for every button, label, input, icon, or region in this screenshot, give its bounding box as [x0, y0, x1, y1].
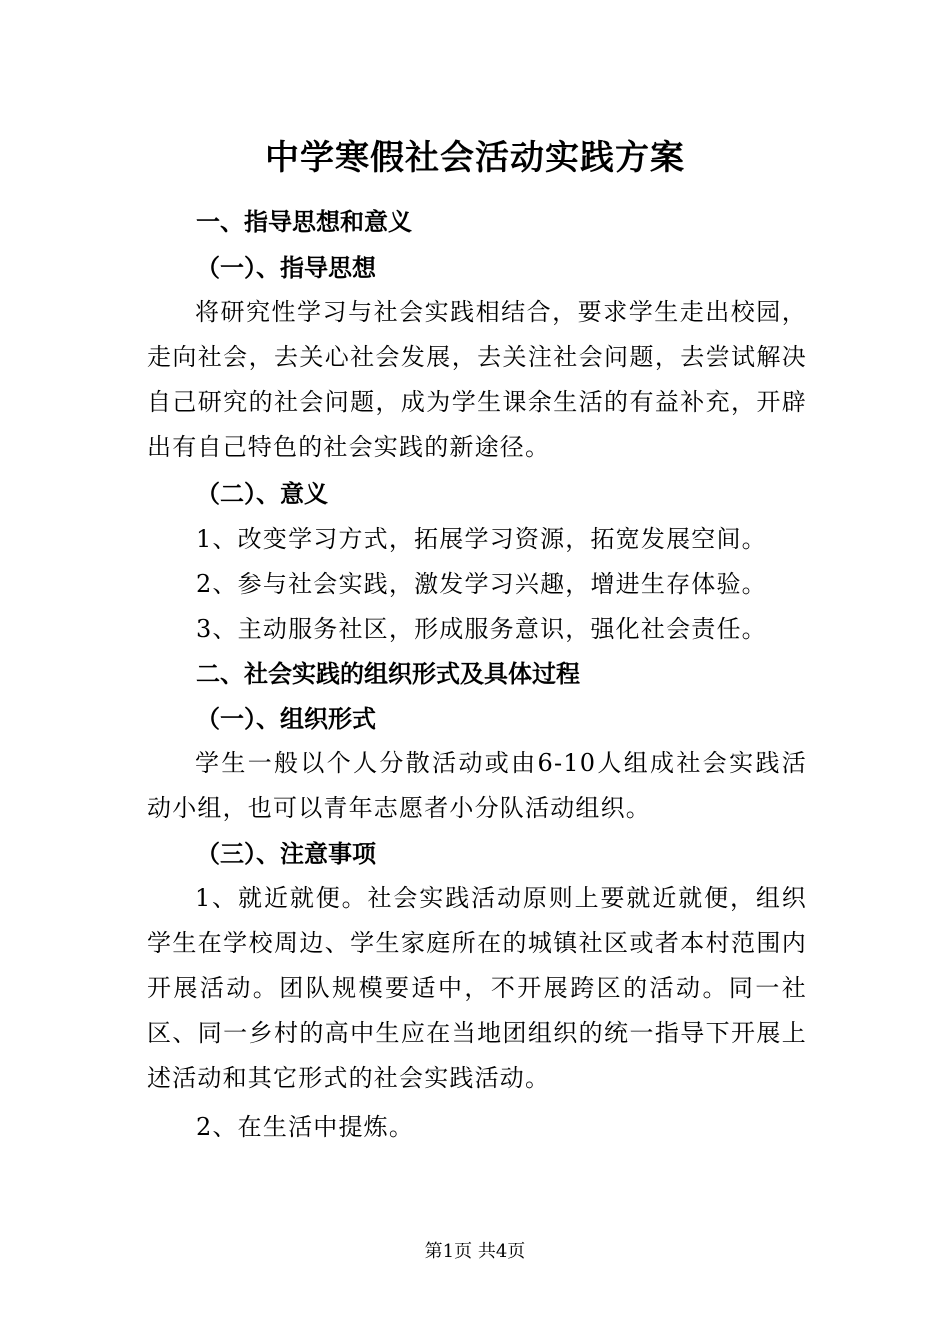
section-1-2-heading: （二）、意义: [196, 480, 328, 508]
section-1-1-paragraph: 将研究性学习与社会实践相结合，要求学生走出校园，走向社会，去关心社会发展，去关注社会问题，去尝试解决自己研究的社会问题，成为学生课余生活的有益补充，开辟出有自己特色的社会实践的新途径。: [147, 298, 807, 461]
section-2-3-heading: （三）、注意事项: [196, 840, 376, 868]
document-title: 中学寒假社会活动实践方案: [265, 138, 685, 178]
meaning-item-1: 1、改变学习方式，拓展学习资源，拓宽发展空间。: [196, 525, 767, 553]
meaning-item-3: 3、主动服务社区，形成服务意识，强化社会责任。: [196, 615, 767, 643]
section-2-1-heading: （一）、组织形式: [196, 705, 376, 733]
section-2-1-paragraph: 学生一般以个人分散活动或由6-10人组成社会实践活动小组，也可以青年志愿者小分队活动组织。: [147, 749, 807, 822]
section-1-1-heading: （一）、指导思想: [196, 254, 376, 282]
section-2-heading: 二、社会实践的组织形式及具体过程: [196, 660, 580, 688]
section-1-heading: 一、指导思想和意义: [196, 208, 412, 236]
section-2-3-paragraph: 1、就近就便。社会实践活动原则上要就近就便，组织学生在学校周边、学生家庭所在的城镇社区或者本村范围内开展活动。团队规模要适中，不开展跨区的活动。同一社区、同一乡村的高中生应在当地团组织的统一指导下开展上述活动和其它形式的社会实践活动。: [147, 884, 807, 1092]
precaution-item-2: 2、在生活中提炼。: [196, 1113, 415, 1141]
meaning-item-2: 2、参与社会实践，激发学习兴趣，增进生存体验。: [196, 570, 767, 598]
page-footer: 第1页 共4页: [424, 1241, 526, 1262]
